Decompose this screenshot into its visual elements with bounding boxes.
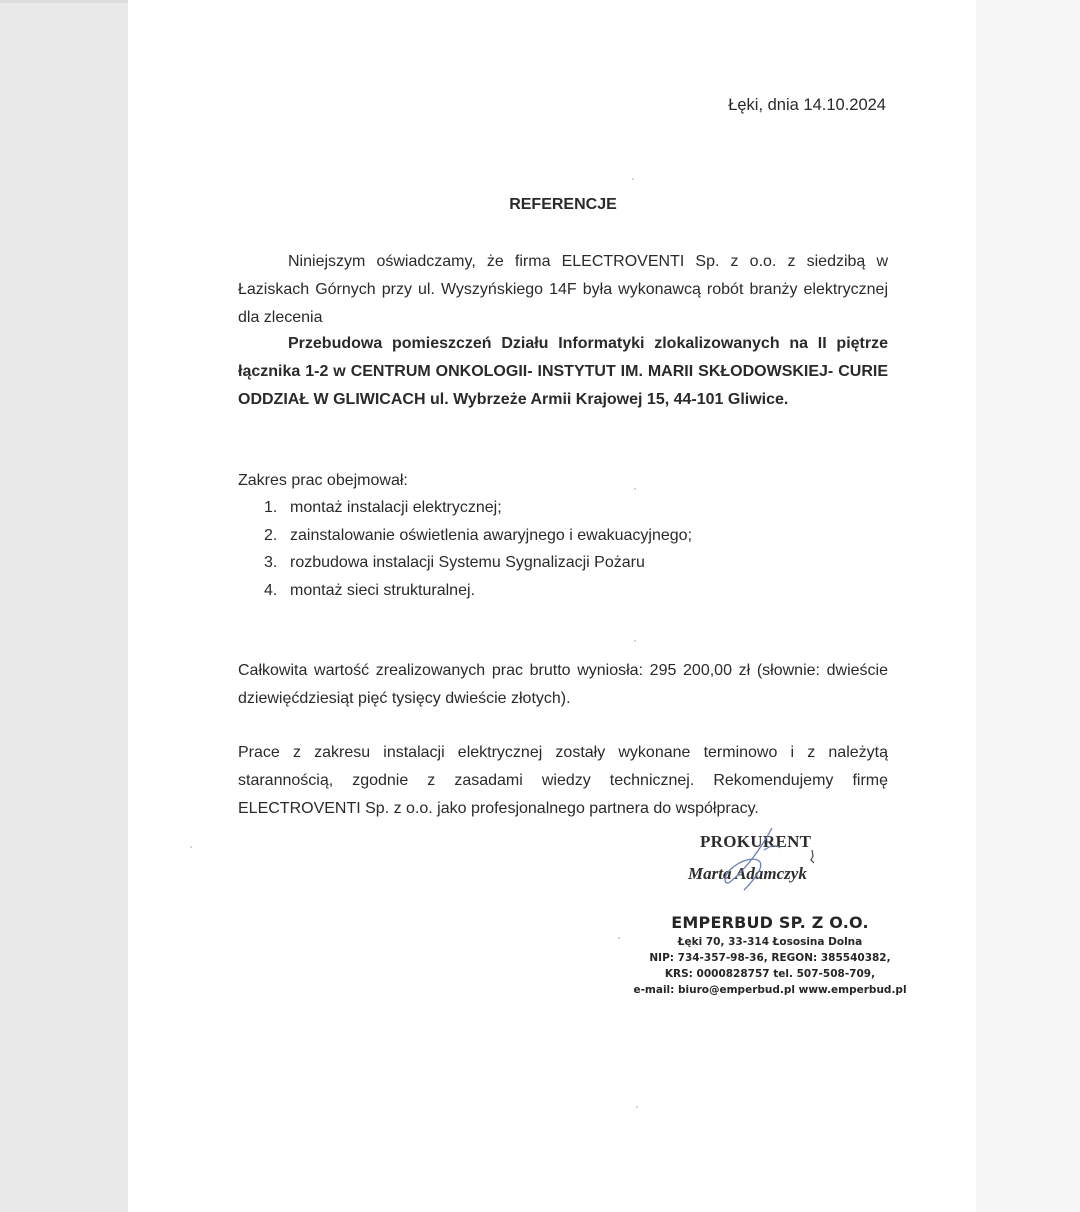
- value-paragraph: Całkowita wartość zrealizowanych prac brutto wyniosła: 295 200,00 zł (słownie: dwieście dziewięćdziesiąt pięć tysięcy dwieście złotych).: [238, 662, 888, 707]
- company-name: EMPERBUD SP. Z O.O.: [671, 913, 869, 932]
- list-item: [264, 494, 692, 522]
- signatory-name: Marta Adamczyk: [688, 864, 807, 883]
- place-and-date: Łęki, dnia 14.10.2024: [728, 96, 886, 114]
- list-item-text: montaż sieci strukturalnej.: [290, 581, 475, 599]
- scan-speck: [634, 488, 636, 490]
- scan-speck: [632, 178, 634, 180]
- list-item: [264, 577, 692, 605]
- scan-right-margin: [976, 0, 1080, 1212]
- list-item-text: montaż instalacji elektrycznej;: [290, 499, 502, 516]
- scope-list: [264, 494, 692, 604]
- signatory-role: PROKURENT: [700, 832, 812, 851]
- scan-speck: [634, 640, 636, 642]
- list-item: [264, 549, 692, 577]
- closing-paragraph: Prace z zakresu instalacji elektrycznej zostały wykonane terminowo i z należytą starannością, zgodnie z zasadami wiedzy technicznej. Rekomendujemy firmę ELECTROVENTI Sp. z o.o. jako profesjonalnego partnera do współpracy.: [238, 744, 888, 817]
- list-item-number: 1.: [264, 499, 278, 516]
- company-stamp: [600, 913, 940, 998]
- project-description: Przebudowa pomieszczeń Działu Informatyki zlokalizowanych na II piętrze łącznika 1-2 w CENTRUM ONKOLOGII- INSTYTUT IM. MARII SKŁODOWSKIEJ- CURIE ODDZIAŁ W GLIWICACH ul. Wybrzeże Armii Krajowej 15, 44-101 Gliwice.: [238, 335, 888, 408]
- document-title: REFERENCJE: [509, 196, 617, 213]
- scan-speck: [636, 1106, 638, 1108]
- scope-intro: Zakres prac obejmował:: [238, 472, 408, 489]
- list-item: [264, 522, 692, 550]
- scan-speck: [190, 846, 192, 848]
- intro-paragraph: Niniejszym oświadczamy, że firma ELECTROVENTI Sp. z o.o. z siedzibą w Łaziskach Górnych przy ul. Wyszyńskiego 14F była wykonawcą robót branży elektrycznej dla zlecenia: [238, 253, 888, 326]
- company-nip-regon: NIP: 734-357-98-36, REGON: 385540382,: [649, 952, 891, 964]
- list-item-number: 3.: [264, 554, 278, 571]
- company-address: Łęki 70, 33-314 Łososina Dolna: [677, 936, 863, 948]
- company-krs-tel: KRS: 0000828757 tel. 507-508-709,: [664, 968, 876, 980]
- handwritten-signature: [700, 820, 820, 900]
- document-page: [128, 0, 976, 1212]
- company-email-www: e-mail: biuro@emperbud.pl www.emperbud.pl: [633, 984, 907, 996]
- list-item-text: rozbudowa instalacji Systemu Sygnalizacji Pożaru: [290, 554, 645, 571]
- list-item-number: 4.: [264, 581, 278, 599]
- list-item-number: 2.: [264, 526, 278, 544]
- list-item-text: zainstalowanie oświetlenia awaryjnego i ewakuacyjnego;: [290, 526, 693, 544]
